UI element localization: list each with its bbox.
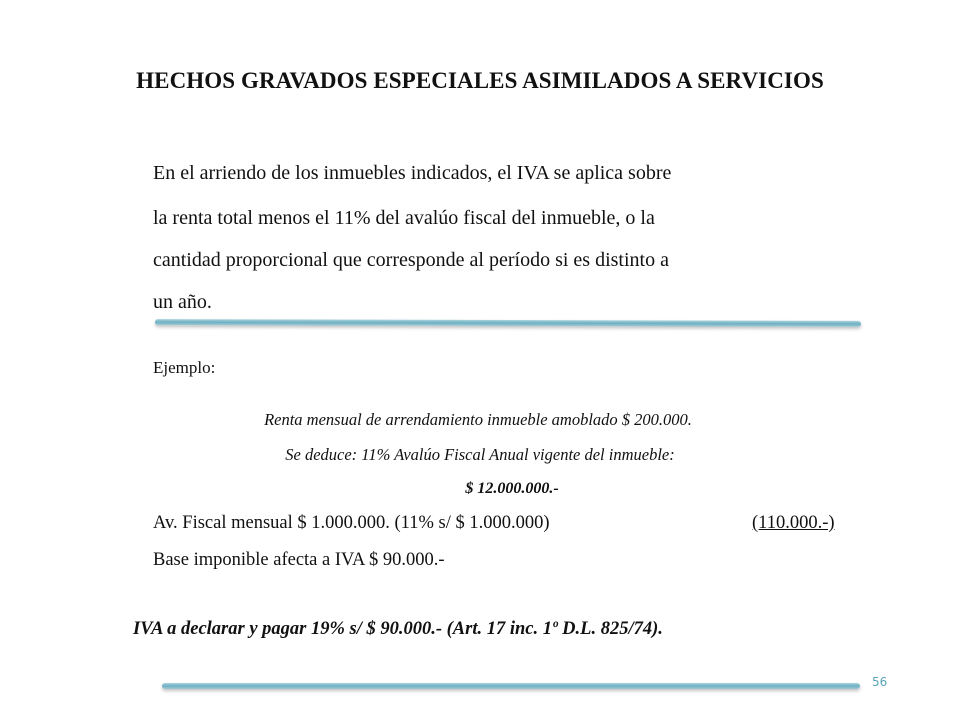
paragraph-line-2: la renta total menos el 11% del avalúo fiscal del inmueble, o la — [153, 207, 655, 229]
monthly-fiscal-line: Av. Fiscal mensual $ 1.000.000. (11% s/ $ 1.000.000) — [153, 513, 550, 533]
page-number: 56 — [872, 675, 888, 689]
paragraph-line-4: un año. — [153, 291, 212, 313]
rent-line: Renta mensual de arrendamiento inmueble amoblado $ 200.000. — [264, 410, 692, 429]
deduction-amount: (110.000.-) — [752, 513, 835, 533]
deduce-line: Se deduce: 11% Avalúo Fiscal Anual vigente del inmueble: — [285, 445, 675, 464]
tax-base-line: Base imponible afecta a IVA $ 90.000.- — [153, 550, 445, 570]
iva-line: IVA a declarar y pagar 19% s/ $ 90.000.- (Art. 17 inc. 1º D.L. 825/74). — [133, 619, 663, 639]
divider-rule-top — [155, 319, 861, 327]
paragraph-line-1: En el arriendo de los inmuebles indicados, el IVA se aplica sobre — [153, 162, 672, 184]
slide-title: HECHOS GRAVADOS ESPECIALES ASIMILADOS A SERVICIOS — [136, 68, 824, 93]
annual-amount: $ 12.000.000.- — [465, 480, 559, 497]
paragraph-line-3: cantidad proporcional que corresponde al período si es distinto a — [153, 249, 669, 271]
example-label: Ejemplo: — [153, 358, 216, 377]
divider-rule-bottom — [162, 683, 860, 689]
